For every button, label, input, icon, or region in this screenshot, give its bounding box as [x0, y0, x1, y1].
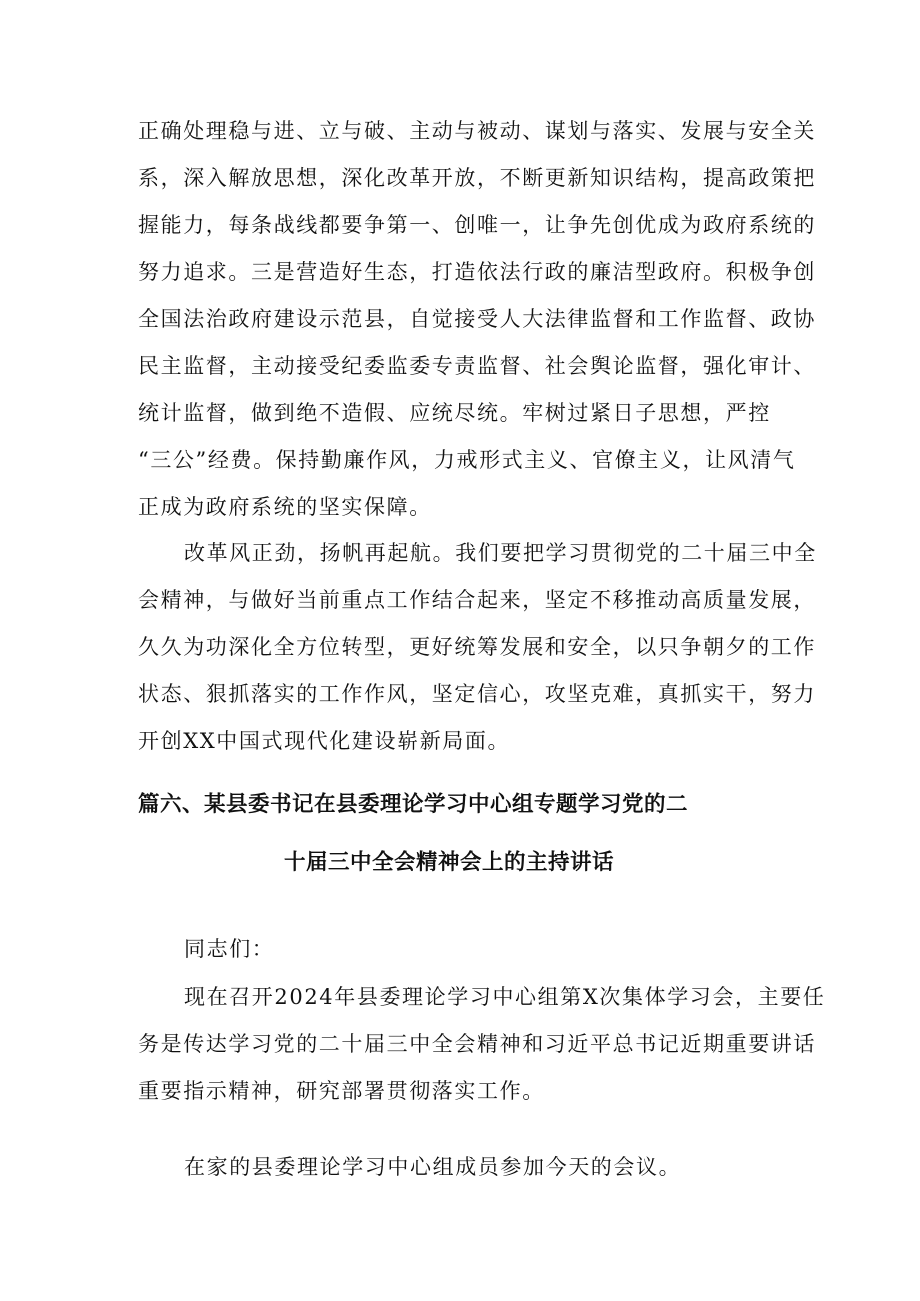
- section-heading-continued: 十届三中全会精神会上的主持讲话: [284, 850, 615, 875]
- body-text-line: 务是传达学习党的二十届三中全会精神和习近平总书记近期重要讲话: [138, 1032, 816, 1056]
- body-text-line: 努力追求。三是营造好生态，打造依法行政的廉洁型政府。积极争创: [138, 260, 816, 284]
- section-heading: 篇六、某县委书记在县委理论学习中心组专题学习党的二: [138, 792, 689, 817]
- body-text-line: 正成为政府系统的坚实保障。: [138, 495, 432, 519]
- body-text-line: 握能力，每条战线都要争第一、创唯一，让争先创优成为政府系统的: [138, 213, 816, 237]
- salutation: 同志们：: [184, 937, 275, 961]
- body-text-line: 统计监督，做到绝不造假、应统尽统。牢树过紧日子思想，严控: [138, 401, 771, 425]
- body-text-line: 系，深入解放思想，深化改革开放，不断更新知识结构，提高政策把: [138, 166, 816, 190]
- body-text-line: 民主监督，主动接受纪委监委专责监督、社会舆论监督，强化审计、: [138, 354, 816, 378]
- body-text-line: 正确处理稳与进、立与破、主动与被动、谋划与落实、发展与安全关: [138, 119, 816, 143]
- body-text-line: 改革风正劲，扬帆再起航。我们要把学习贯彻党的二十届三中全: [184, 541, 817, 565]
- body-text-line: 久久为功深化全方位转型，更好统筹发展和安全，以只争朝夕的工作: [138, 635, 816, 659]
- body-text-line: 在家的县委理论学习中心组成员参加今天的会议。: [184, 1155, 682, 1179]
- body-text-line: 重要指示精神，研究部署贯彻落实工作。: [138, 1079, 545, 1103]
- body-text-line: 会精神，与做好当前重点工作结合起来，坚定不移推动高质量发展，: [138, 588, 816, 612]
- body-text-line: 全国法治政府建设示范县，自觉接受人大法律监督和工作监督、政协: [138, 307, 816, 331]
- body-text-line: 现在召开2024年县委理论学习中心组第X次集体学习会，主要任: [184, 985, 826, 1009]
- body-text-line: 开创XX中国式现代化建设崭新局面。: [138, 729, 511, 753]
- body-text-line: “三公”经费。保持勤廉作风，力戒形式主义、官僚主义，让风清气: [138, 448, 796, 472]
- body-text-line: 状态、狠抓落实的工作作风，坚定信心，攻坚克难，真抓实干，努力: [138, 682, 816, 706]
